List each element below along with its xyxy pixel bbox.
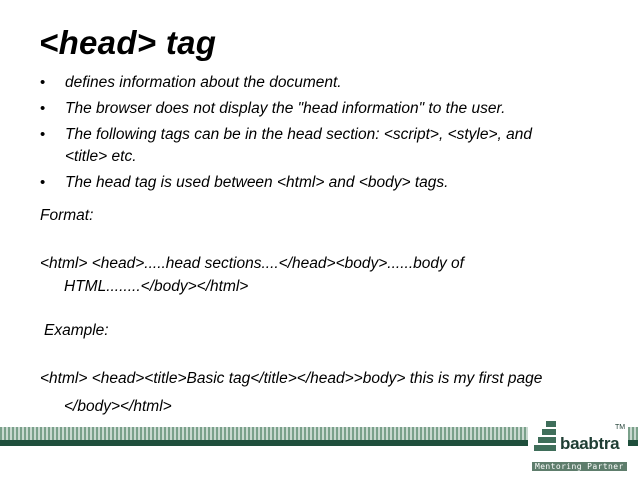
bullet-text: The browser does not display the "head information" to the user. — [65, 100, 506, 117]
bullet-marker: • — [40, 126, 46, 143]
bullet-item — [40, 72, 630, 94]
example-label: Example: — [44, 322, 109, 339]
slide-title: <head> tag — [39, 24, 217, 61]
bullet-item — [40, 124, 630, 168]
format-code-line: <html> <head>.....head sections....</head><body>......body of — [40, 255, 464, 272]
bullet-text: The head tag is used between <html> and <body> tags. — [65, 174, 449, 191]
format-code-line: HTML........</body></html> — [64, 278, 249, 295]
bullet-marker: • — [40, 174, 46, 191]
brand-tagline: Mentoring Partner — [532, 462, 627, 471]
bullet-list — [40, 72, 630, 198]
bullet-marker: • — [40, 100, 46, 117]
bullet-item — [40, 98, 630, 120]
bullet-text: defines information about the document. — [65, 74, 342, 91]
brand-trademark: TM — [615, 424, 626, 431]
bullet-marker: • — [40, 74, 46, 91]
example-code-line: <html> <head><title>Basic tag</title></head>>body> this is my first page — [40, 370, 543, 387]
bullet-text: The following tags can be in the head section: <script>, <style>, and — [65, 126, 533, 143]
bullet-text-continued: <title> etc. — [65, 148, 137, 165]
brand-name: baabtra — [560, 434, 620, 453]
bullet-item — [40, 172, 630, 194]
format-label: Format: — [40, 207, 94, 224]
example-code-line: </body></html> — [64, 398, 172, 415]
